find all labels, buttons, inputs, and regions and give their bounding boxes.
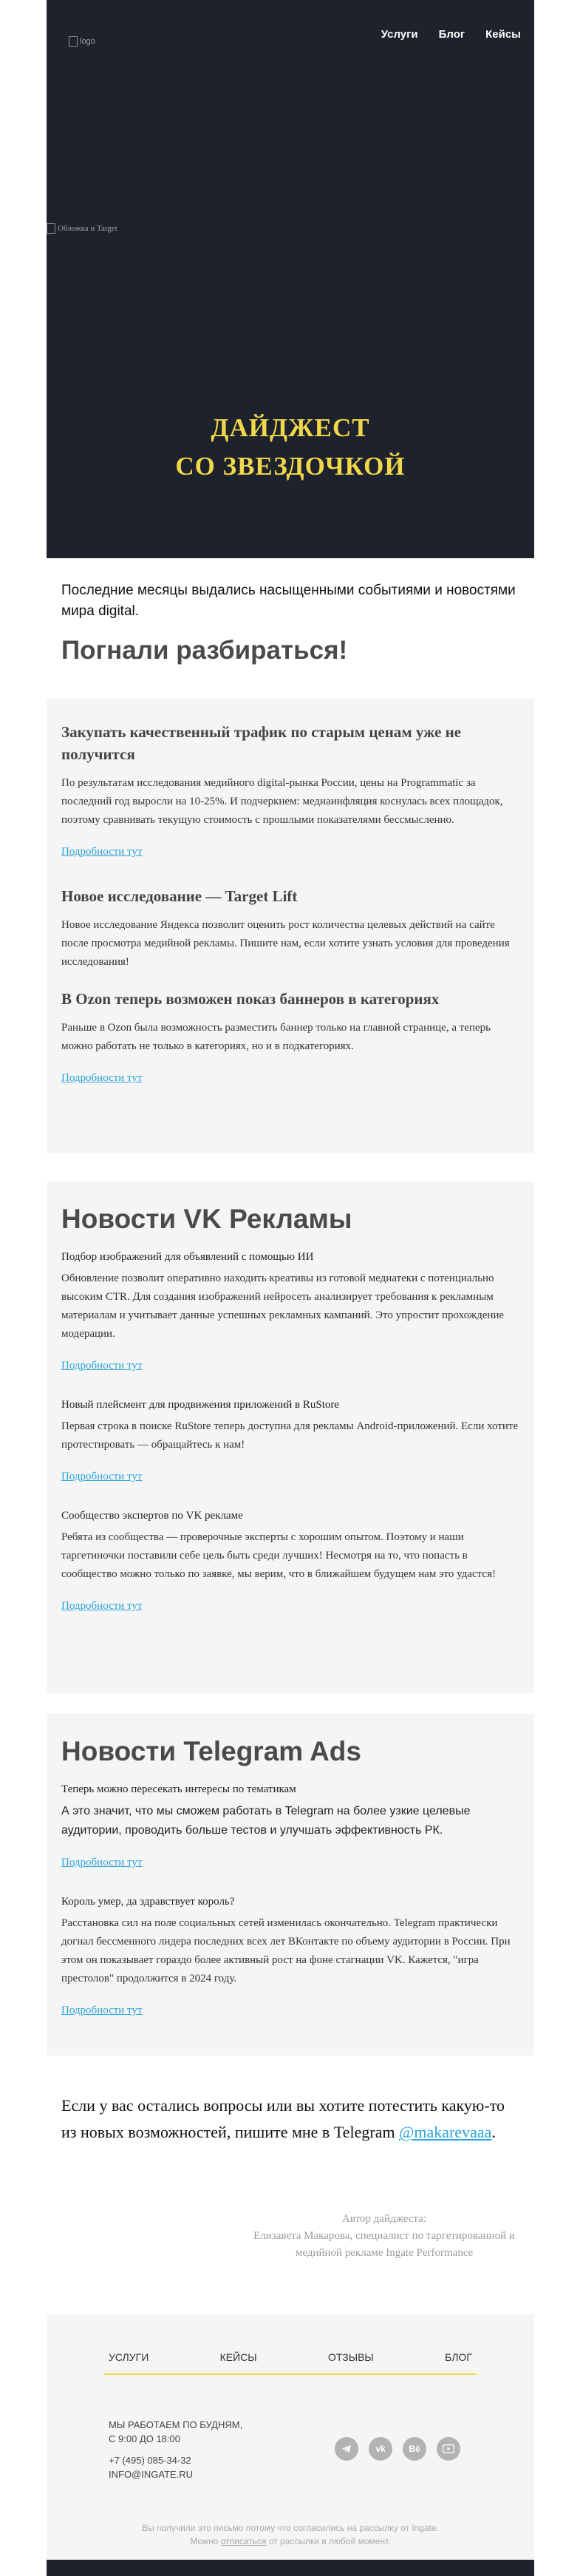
- article-text: Обновление позволит оперативно находить креативы из готовой медиатеки с потенциально высоким CTR. Для создания изображений нейросеть анализирует требования к рекламным материалам и учитывает данные успешных рекламных кампаний. Это упростит прохождение модерации.: [61, 1272, 505, 1340]
- cta-paragraph: [47, 2092, 534, 2146]
- subscription-note: Вы получили это письмо потому что согласились на рассылку от Ingate.: [142, 2523, 439, 2533]
- footer-link-services[interactable]: УСЛУГИ: [109, 2351, 149, 2363]
- top-nav: [381, 28, 521, 41]
- details-link[interactable]: Подробности тут: [61, 1857, 143, 1868]
- article-text: Раньше в Ozon была возможность разместить баннер только на главной странице, а теперь можно работать не только в категориях, но и в подкатегориях.: [61, 1022, 491, 1052]
- hero-title-line-1: ДАЙДЖЕСТ: [211, 413, 370, 442]
- social-links: [335, 2437, 460, 2461]
- details-link[interactable]: Подробности тут: [61, 1600, 143, 1612]
- section-heading-telegram: Новости Telegram Ads: [61, 1736, 361, 1766]
- article-text: Ребята из сообщества — проверочные эксперты с хорошим опытом. Поэтому и наши таргетиночки поставили себе цель быть среди лучших! Несмотря на то, что попасть в сообщество можно только по заявке, мы верим, что в ближайшем будущем нам это удастся!: [61, 1531, 496, 1580]
- details-link[interactable]: Подробности тут: [61, 1072, 143, 1084]
- article-text: Расстановка сил на поле социальных сетей изменилась окончательно. Telegram практически догнал бессменного лидера последних всех лет ВКонтакте по объему аудитории в России. При этом он показывает гораздо более активный рост на фоне стагнации VK. Кажется, "игра престолов" продолжится в 2024 году.: [61, 1917, 511, 1984]
- hero-image: [47, 223, 117, 234]
- unsubscribe-note: [47, 2535, 534, 2548]
- bottom-bar: [47, 2560, 534, 2576]
- details-link[interactable]: Подробности тут: [61, 846, 143, 858]
- telegram-handle-link[interactable]: @makarevaaa: [399, 2123, 492, 2141]
- footer-link-blog[interactable]: БЛОГ: [445, 2351, 472, 2363]
- hero-title-line-2: СО ЗВЕЗДОЧКОЙ: [175, 452, 406, 481]
- article-title: Закупать качественный трафик по старым ценам уже не получится: [61, 723, 462, 763]
- details-link[interactable]: Подробности тут: [61, 1360, 143, 1372]
- hero-title: [47, 409, 534, 486]
- logo[interactable]: [69, 34, 106, 49]
- news-card-market: [47, 699, 534, 1153]
- footer: [47, 2314, 534, 2576]
- article-title: Новый плейсмент для продвижения приложений в RuStore: [61, 1399, 340, 1411]
- article-text: Первая строка в поиске RuStore теперь доступна для рекламы Android-приложений. Если хотите протестировать — обращайтесь к нам!: [61, 1420, 519, 1451]
- footer-nav: [104, 2351, 477, 2375]
- footer-link-cases[interactable]: КЕЙСЫ: [219, 2351, 257, 2363]
- article-title: Новое исследование — Target Lift: [61, 887, 298, 905]
- author-block: [236, 2211, 532, 2262]
- article-text: Новое исследование Яндекса позволит оценить рост количества целевых действий на сайте после просмотра медийной рекламы. Пишите нам, если хотите узнать условия для проведения исследования!: [61, 919, 510, 968]
- details-link[interactable]: Подробности тут: [61, 1471, 143, 1482]
- youtube-icon[interactable]: [437, 2437, 460, 2461]
- article-title: Подбор изображений для объявлений с помощью ИИ: [61, 1251, 314, 1263]
- working-hours-line-2: С 9:00 ДО 18:00: [109, 2433, 180, 2444]
- article-title: Король умер, да здравствует король?: [61, 1896, 235, 1908]
- cta-text: Если у вас остались вопросы или вы хотите потестить какую-то из новых возможностей, пишите мне в Telegram: [61, 2096, 505, 2141]
- hero-image-alt-text: Обложка и Target: [58, 224, 117, 233]
- broken-image-icon: [47, 223, 55, 234]
- details-link[interactable]: Подробности тут: [61, 2004, 143, 2016]
- nav-link-cases[interactable]: Кейсы: [485, 28, 521, 41]
- vk-icon[interactable]: vk: [369, 2437, 392, 2461]
- hero-banner: [47, 0, 534, 558]
- cta-end: .: [491, 2123, 496, 2141]
- article-title: В Ozon теперь возможен показ баннеров в категориях: [61, 990, 440, 1008]
- behance-icon[interactable]: Bē: [403, 2437, 426, 2461]
- article-title: Сообщество экспертов по VK рекламе: [61, 1510, 243, 1522]
- article-text: А это значит, что мы сможем работать в Telegram на более узкие целевые аудитории, проводить больше тестов и улучшать эффективность РК.: [61, 1805, 471, 1837]
- broken-image-icon: [69, 36, 78, 47]
- logo-alt-text: logo: [80, 37, 95, 46]
- working-hours-line-1: МЫ РАБОТАЕМ ПО БУДНЯМ,: [109, 2419, 243, 2430]
- phone-number[interactable]: +7 (495) 085-34-32: [109, 2455, 191, 2466]
- nav-link-blog[interactable]: Блог: [438, 28, 465, 41]
- news-card-telegram: [47, 1714, 534, 2055]
- article-title: Теперь можно пересекать интересы по тематикам: [61, 1783, 296, 1795]
- intro-text: Последние месяцы выдались насыщенными событиями и новостями мира digital.: [61, 583, 516, 619]
- article-text: По результатам исследования медийного digital-рынка России, цены на Programmatic за последний год выросли на 10-25%. И подчеркнем: медиаинфляция коснулась всех площадок, поэтому сравнивать текущую стоимость с прошлыми показателями бессмысленно.: [61, 777, 503, 826]
- note-suffix: от рассылки в любой момент.: [266, 2536, 391, 2546]
- author-name: Елизавета Макарова, специалист по таргетированной и медийной рекламе Ingate Performance: [253, 2230, 515, 2259]
- telegram-icon[interactable]: [335, 2437, 358, 2461]
- unsubscribe-link[interactable]: отписаться: [220, 2536, 267, 2546]
- footer-link-reviews[interactable]: ОТЗЫВЫ: [327, 2351, 374, 2363]
- footer-note: [47, 2521, 534, 2548]
- note-prefix: Можно: [190, 2536, 221, 2546]
- nav-link-services[interactable]: Услуги: [381, 28, 418, 41]
- email-address[interactable]: INFO@INGATE.RU: [109, 2469, 194, 2480]
- section-heading-vk: Новости VK Рекламы: [61, 1204, 352, 1234]
- author-label: Автор дайджеста:: [341, 2213, 427, 2225]
- footer-contacts: [109, 2418, 242, 2481]
- news-card-vk: [47, 1182, 534, 1693]
- intro-heading: Погнали разбираться!: [61, 636, 348, 665]
